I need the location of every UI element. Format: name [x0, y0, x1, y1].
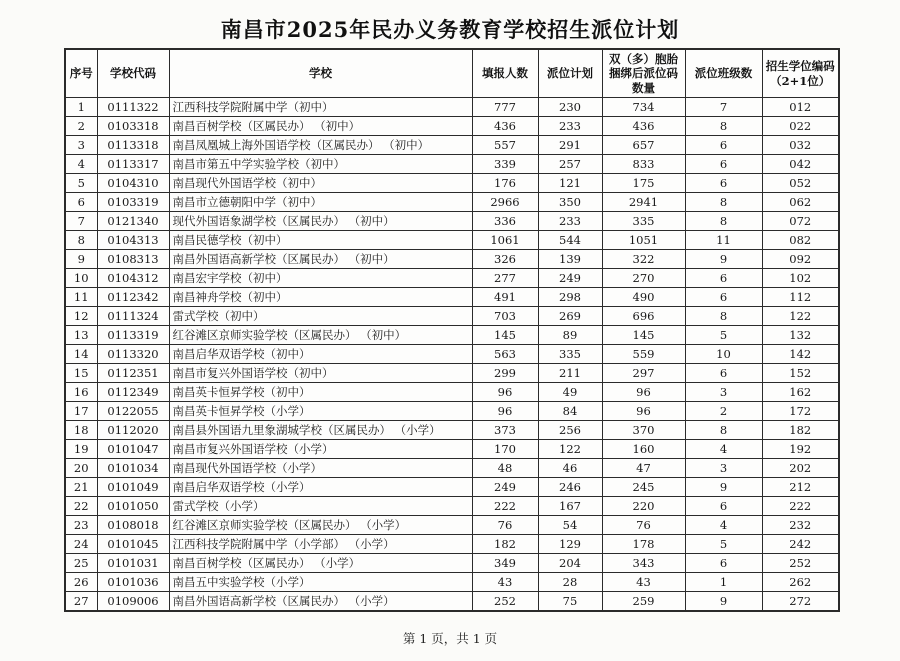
table-cell: 0112349	[97, 383, 169, 402]
table-cell: 160	[602, 440, 685, 459]
table-cell: 26	[65, 573, 97, 592]
table-cell: 122	[762, 307, 839, 326]
table-cell: 339	[472, 155, 538, 174]
table-cell: 202	[762, 459, 839, 478]
table-cell: 172	[762, 402, 839, 421]
school-name-cell: 雷式学校（初中）	[169, 307, 472, 326]
table-cell: 336	[472, 212, 538, 231]
table-cell: 062	[762, 193, 839, 212]
table-cell: 142	[762, 345, 839, 364]
school-name-cell: 南昌县外国语九里象湖城学校（区属民办） （小学）	[169, 421, 472, 440]
table-cell: 222	[472, 497, 538, 516]
table-cell: 0113317	[97, 155, 169, 174]
table-cell: 245	[602, 478, 685, 497]
table-cell: 0103318	[97, 117, 169, 136]
table-cell: 96	[602, 383, 685, 402]
table-cell: 373	[472, 421, 538, 440]
table-cell: 211	[538, 364, 602, 383]
table-row	[65, 364, 839, 383]
table-row	[65, 155, 839, 174]
table-cell: 349	[472, 554, 538, 573]
table-cell: 8	[685, 193, 762, 212]
table-cell: 43	[602, 573, 685, 592]
table-cell: 0101036	[97, 573, 169, 592]
table-cell: 204	[538, 554, 602, 573]
school-name-cell: 南昌现代外国语学校（小学）	[169, 459, 472, 478]
table-cell: 192	[762, 440, 839, 459]
table-cell: 152	[762, 364, 839, 383]
table-cell: 22	[65, 497, 97, 516]
table-cell: 032	[762, 136, 839, 155]
table-cell: 233	[538, 117, 602, 136]
table-cell: 230	[538, 98, 602, 117]
table-cell: 0109006	[97, 592, 169, 612]
table-cell: 696	[602, 307, 685, 326]
table-cell: 46	[538, 459, 602, 478]
school-name-cell: 南昌外国语高新学校（区属民办） （小学）	[169, 592, 472, 612]
table-cell: 0101034	[97, 459, 169, 478]
table-row	[65, 535, 839, 554]
school-name-cell: 南昌神舟学校（初中）	[169, 288, 472, 307]
table-cell: 13	[65, 326, 97, 345]
table-cell: 122	[538, 440, 602, 459]
table-cell: 4	[65, 155, 97, 174]
school-name-cell: 江西科技学院附属中学（小学部） （小学）	[169, 535, 472, 554]
table-cell: 326	[472, 250, 538, 269]
table-row	[65, 459, 839, 478]
table-cell: 9	[65, 250, 97, 269]
table-cell: 182	[762, 421, 839, 440]
table-cell: 270	[602, 269, 685, 288]
table-cell: 3	[685, 383, 762, 402]
table-row	[65, 212, 839, 231]
school-name-cell: 南昌市复兴外国语学校（小学）	[169, 440, 472, 459]
table-cell: 48	[472, 459, 538, 478]
table-cell: 27	[65, 592, 97, 612]
table-cell: 0101045	[97, 535, 169, 554]
table-cell: 252	[472, 592, 538, 612]
table-cell: 54	[538, 516, 602, 535]
table-cell: 8	[685, 117, 762, 136]
table-cell: 233	[538, 212, 602, 231]
table-row	[65, 288, 839, 307]
table-cell: 84	[538, 402, 602, 421]
table-cell: 0113320	[97, 345, 169, 364]
document-title: 南昌市2025年民办义务教育学校招生派位计划	[220, 17, 680, 42]
table-cell: 16	[65, 383, 97, 402]
table-row	[65, 516, 839, 535]
table-cell: 052	[762, 174, 839, 193]
table-cell: 3	[65, 136, 97, 155]
table-cell: 012	[762, 98, 839, 117]
school-name-cell: 现代外国语象湖学校（区属民办） （初中）	[169, 212, 472, 231]
column-header-4: 派位计划	[538, 49, 602, 98]
school-name-cell: 南昌启华双语学校（小学）	[169, 478, 472, 497]
table-cell: 042	[762, 155, 839, 174]
table-header	[65, 49, 839, 98]
table-cell: 022	[762, 117, 839, 136]
table-cell: 76	[472, 516, 538, 535]
table-cell: 0103319	[97, 193, 169, 212]
school-name-cell: 南昌民德学校（初中）	[169, 231, 472, 250]
table-cell: 10	[65, 269, 97, 288]
table-cell: 0122055	[97, 402, 169, 421]
school-name-cell: 南昌五中实验学校（小学）	[169, 573, 472, 592]
table-cell: 6	[685, 497, 762, 516]
table-cell: 777	[472, 98, 538, 117]
table-cell: 47	[602, 459, 685, 478]
table-row	[65, 383, 839, 402]
table-cell: 9	[685, 592, 762, 612]
table-cell: 256	[538, 421, 602, 440]
table-cell: 322	[602, 250, 685, 269]
table-cell: 175	[602, 174, 685, 193]
table-cell: 0108018	[97, 516, 169, 535]
table-cell: 0113319	[97, 326, 169, 345]
table-cell: 1051	[602, 231, 685, 250]
table-cell: 092	[762, 250, 839, 269]
table-cell: 291	[538, 136, 602, 155]
table-cell: 833	[602, 155, 685, 174]
school-name-cell: 南昌百树学校（区属民办） （小学）	[169, 554, 472, 573]
table-row	[65, 326, 839, 345]
table-cell: 0101031	[97, 554, 169, 573]
table-cell: 4	[685, 516, 762, 535]
table-cell: 220	[602, 497, 685, 516]
table-cell: 8	[685, 307, 762, 326]
table-cell: 23	[65, 516, 97, 535]
table-cell: 1061	[472, 231, 538, 250]
table-cell: 0111324	[97, 307, 169, 326]
table-cell: 145	[602, 326, 685, 345]
table-cell: 297	[602, 364, 685, 383]
table-cell: 11	[685, 231, 762, 250]
table-row	[65, 136, 839, 155]
table-cell: 0104312	[97, 269, 169, 288]
school-name-cell: 红谷滩区京师实验学校（区属民办） （小学）	[169, 516, 472, 535]
table-cell: 0101047	[97, 440, 169, 459]
table-cell: 96	[472, 402, 538, 421]
table-row	[65, 269, 839, 288]
school-name-cell: 南昌英卡恒昇学校（初中）	[169, 383, 472, 402]
table-cell: 559	[602, 345, 685, 364]
table-cell: 5	[65, 174, 97, 193]
table-cell: 49	[538, 383, 602, 402]
school-name-cell: 南昌宏宇学校（初中）	[169, 269, 472, 288]
table-cell: 43	[472, 573, 538, 592]
table-cell: 082	[762, 231, 839, 250]
table-cell: 18	[65, 421, 97, 440]
table-cell: 491	[472, 288, 538, 307]
placement-plan-table	[64, 48, 840, 612]
table-row	[65, 193, 839, 212]
table-cell: 139	[538, 250, 602, 269]
table-cell: 2	[685, 402, 762, 421]
table-cell: 129	[538, 535, 602, 554]
table-row	[65, 117, 839, 136]
table-cell: 544	[538, 231, 602, 250]
table-cell: 6	[685, 269, 762, 288]
school-name-cell: 南昌市复兴外国语学校（初中）	[169, 364, 472, 383]
school-name-cell: 南昌凤凰城上海外国语学校（区属民办） （初中）	[169, 136, 472, 155]
table-cell: 0101050	[97, 497, 169, 516]
table-cell: 0112351	[97, 364, 169, 383]
table-row	[65, 307, 839, 326]
table-cell: 0111322	[97, 98, 169, 117]
school-name-cell: 南昌现代外国语学校（初中）	[169, 174, 472, 193]
table-cell: 262	[762, 573, 839, 592]
table-header-row	[65, 49, 839, 98]
table-row	[65, 421, 839, 440]
table-cell: 5	[685, 535, 762, 554]
table-row	[65, 250, 839, 269]
table-cell: 89	[538, 326, 602, 345]
table-cell: 0113318	[97, 136, 169, 155]
table-cell: 102	[762, 269, 839, 288]
table-cell: 5	[685, 326, 762, 345]
column-header-0: 序号	[65, 49, 97, 98]
table-cell: 6	[685, 288, 762, 307]
table-row	[65, 573, 839, 592]
table-cell: 15	[65, 364, 97, 383]
table-cell: 370	[602, 421, 685, 440]
table-cell: 3	[685, 459, 762, 478]
table-body	[65, 98, 839, 612]
school-name-cell: 南昌启华双语学校（初中）	[169, 345, 472, 364]
table-cell: 557	[472, 136, 538, 155]
table-cell: 17	[65, 402, 97, 421]
table-cell: 246	[538, 478, 602, 497]
table-cell: 20	[65, 459, 97, 478]
table-cell: 072	[762, 212, 839, 231]
table-cell: 298	[538, 288, 602, 307]
school-name-cell: 南昌市立德朝阳中学（初中）	[169, 193, 472, 212]
table-cell: 9	[685, 250, 762, 269]
table-cell: 96	[472, 383, 538, 402]
table-cell: 132	[762, 326, 839, 345]
table-row	[65, 345, 839, 364]
table-cell: 145	[472, 326, 538, 345]
table-cell: 335	[538, 345, 602, 364]
school-name-cell: 红谷滩区京师实验学校（区属民办） （初中）	[169, 326, 472, 345]
table-cell: 232	[762, 516, 839, 535]
column-header-1: 学校代码	[97, 49, 169, 98]
table-cell: 75	[538, 592, 602, 612]
table-cell: 242	[762, 535, 839, 554]
table-cell: 257	[538, 155, 602, 174]
table-cell: 4	[685, 440, 762, 459]
table-cell: 167	[538, 497, 602, 516]
table-cell: 176	[472, 174, 538, 193]
table-cell: 0112020	[97, 421, 169, 440]
school-name-cell: 江西科技学院附属中学（初中）	[169, 98, 472, 117]
table-cell: 734	[602, 98, 685, 117]
table-cell: 490	[602, 288, 685, 307]
table-cell: 11	[65, 288, 97, 307]
table-cell: 9	[685, 478, 762, 497]
table-cell: 178	[602, 535, 685, 554]
column-header-6: 派位班级数	[685, 49, 762, 98]
table-cell: 249	[538, 269, 602, 288]
table-cell: 350	[538, 193, 602, 212]
table-cell: 21	[65, 478, 97, 497]
table-cell: 12	[65, 307, 97, 326]
table-row	[65, 98, 839, 117]
column-header-3: 填报人数	[472, 49, 538, 98]
table-cell: 6	[685, 364, 762, 383]
table-cell: 0104313	[97, 231, 169, 250]
table-cell: 277	[472, 269, 538, 288]
table-cell: 703	[472, 307, 538, 326]
table-cell: 1	[65, 98, 97, 117]
table-cell: 272	[762, 592, 839, 612]
table-cell: 8	[685, 421, 762, 440]
table-cell: 2966	[472, 193, 538, 212]
table-cell: 222	[762, 497, 839, 516]
school-name-cell: 南昌市第五中学实验学校（初中）	[169, 155, 472, 174]
table-cell: 0104310	[97, 174, 169, 193]
table-cell: 0101049	[97, 478, 169, 497]
table-cell: 0121340	[97, 212, 169, 231]
table-cell: 182	[472, 535, 538, 554]
page-number-footer: 第 1 页，共 1 页	[402, 631, 498, 646]
school-name-cell: 雷式学校（小学）	[169, 497, 472, 516]
table-row	[65, 478, 839, 497]
table-cell: 162	[762, 383, 839, 402]
table-cell: 6	[685, 136, 762, 155]
table-cell: 6	[685, 554, 762, 573]
table-cell: 0112342	[97, 288, 169, 307]
table-cell: 19	[65, 440, 97, 459]
table-cell: 2941	[602, 193, 685, 212]
table-cell: 269	[538, 307, 602, 326]
table-cell: 436	[472, 117, 538, 136]
table-cell: 7	[685, 98, 762, 117]
table-cell: 212	[762, 478, 839, 497]
table-cell: 121	[538, 174, 602, 193]
table-cell: 24	[65, 535, 97, 554]
table-cell: 28	[538, 573, 602, 592]
table-cell: 299	[472, 364, 538, 383]
table-cell: 252	[762, 554, 839, 573]
school-name-cell: 南昌百树学校（区属民办） （初中）	[169, 117, 472, 136]
table-cell: 657	[602, 136, 685, 155]
column-header-2: 学校	[169, 49, 472, 98]
table-cell: 335	[602, 212, 685, 231]
table-cell: 6	[65, 193, 97, 212]
table-cell: 112	[762, 288, 839, 307]
school-name-cell: 南昌英卡恒昇学校（小学）	[169, 402, 472, 421]
column-header-5: 双（多）胞胎捆绑后派位码数量	[602, 49, 685, 98]
school-name-cell: 南昌外国语高新学校（区属民办） （初中）	[169, 250, 472, 269]
table-cell: 1	[685, 573, 762, 592]
table-cell: 14	[65, 345, 97, 364]
table-row	[65, 497, 839, 516]
table-cell: 259	[602, 592, 685, 612]
table-cell: 170	[472, 440, 538, 459]
table-cell: 7	[65, 212, 97, 231]
table-cell: 563	[472, 345, 538, 364]
table-cell: 76	[602, 516, 685, 535]
table-row	[65, 402, 839, 421]
table-cell: 343	[602, 554, 685, 573]
table-cell: 249	[472, 478, 538, 497]
table-cell: 0108313	[97, 250, 169, 269]
table-cell: 8	[65, 231, 97, 250]
table-cell: 6	[685, 155, 762, 174]
table-cell: 96	[602, 402, 685, 421]
column-header-7: 招生学位编码（2+1位）	[762, 49, 839, 98]
table-row	[65, 440, 839, 459]
table-cell: 436	[602, 117, 685, 136]
table-cell: 10	[685, 345, 762, 364]
table-cell: 25	[65, 554, 97, 573]
table-row	[65, 231, 839, 250]
table-cell: 2	[65, 117, 97, 136]
table-cell: 6	[685, 174, 762, 193]
table-row	[65, 174, 839, 193]
table-row	[65, 554, 839, 573]
table-cell: 8	[685, 212, 762, 231]
table-row	[65, 592, 839, 612]
